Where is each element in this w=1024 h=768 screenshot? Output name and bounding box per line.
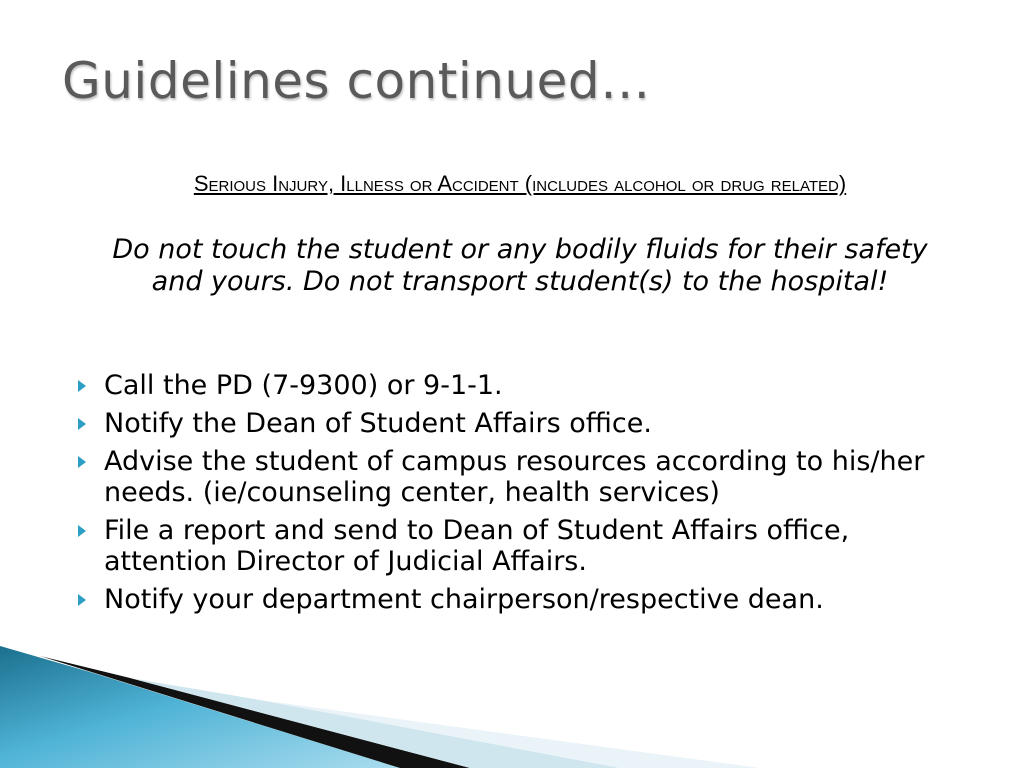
arrow-right-icon bbox=[78, 525, 86, 537]
arrow-right-icon bbox=[78, 594, 86, 606]
arrow-right-icon bbox=[78, 380, 86, 392]
bullet-item bbox=[72, 584, 962, 615]
bullet-item bbox=[72, 446, 962, 508]
bullet-item bbox=[72, 370, 962, 401]
section-heading: Serious Injury, Illness or Accident (includes alcohol or drug related) bbox=[193, 171, 847, 196]
bullet-text: Advise the student of campus resources according to his/her needs. (ie/counseling center, health services) bbox=[104, 446, 925, 508]
bullet-list bbox=[72, 370, 962, 622]
bullet-item bbox=[72, 408, 962, 439]
slide-title: Guidelines continued… bbox=[62, 52, 651, 110]
arrow-right-icon bbox=[78, 418, 86, 430]
warning-text: Do not touch the student or any bodily fluids for their safety and yours. Do not transport student(s) to the hospital! bbox=[112, 234, 928, 297]
arrow-right-icon bbox=[78, 456, 86, 468]
decorative-swoosh bbox=[0, 638, 1024, 768]
bullet-text: File a report and send to Dean of Student Affairs office, attention Director of Judicial Affairs. bbox=[104, 515, 850, 577]
bullet-text: Notify the Dean of Student Affairs office. bbox=[104, 408, 652, 439]
bullet-text: Call the PD (7-9300) or 9-1-1. bbox=[104, 370, 503, 401]
bullet-item bbox=[72, 515, 962, 577]
bullet-text: Notify your department chairperson/respective dean. bbox=[104, 584, 824, 615]
